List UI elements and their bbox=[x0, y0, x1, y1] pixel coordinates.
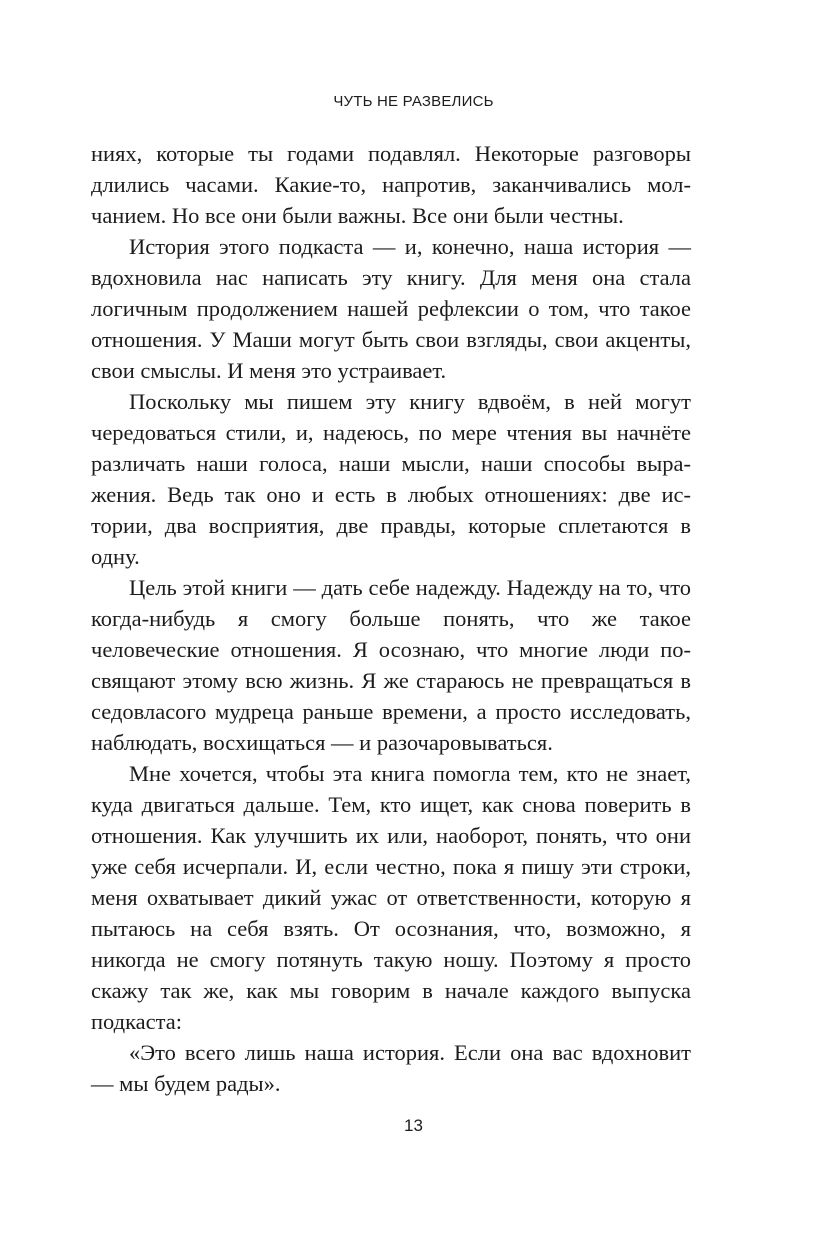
paragraph-2: История этого подкаста — и, конечно, наша история — вдохновила нас написать эту книгу. Для меня она стала логичным продолжением нашей рефлексии о том, что такое отношения. У Маши могут быть свои взгляды, свои акценты, свои смыслы. И меня это устраивает. bbox=[91, 234, 691, 383]
body-text bbox=[91, 138, 691, 1099]
paragraph-5: Мне хочется, чтобы эта книга помогла тем, кто не знает, куда двигаться дальше. Тем, кто ищет, как снова поверить в отношения. Как улучшить их или, наоборот, понять, что они уже себя исчерпали. И, если честно, пока я пишу эти строки, меня охватывает дикий ужас от ответственности, которую я пытаюсь на себя взять. От осознания, что, возможно, я никогда не смогу потянуть такую ношу. Поэтому я просто скажу так же, как мы говорим в начале каждого выпуска подкаста: bbox=[91, 761, 691, 1034]
paragraph-3: Поскольку мы пишем эту книгу вдвоём, в ней могут чередоваться стили, и, надеюсь, по мере чтения вы начнёте различать наши голоса, наши мысли, наши способы выражения. Ведь так оно и есть в любых отношениях: две истории, два восприятия, две правды, которые сплетаются в одну. bbox=[91, 389, 691, 569]
page-number: 13 bbox=[404, 1116, 423, 1135]
running-head-title: ЧУТЬ НЕ РАЗВЕЛИСЬ bbox=[333, 93, 494, 110]
paragraph-1: ниях, которые ты годами подавлял. Некоторые разговоры длились часами. Какие-то, напротив, заканчивались молчанием. Но все они были важны. Все они были честны. bbox=[91, 141, 691, 228]
paragraph-6: «Это всего лишь наша история. Если она вас вдохновит — мы будем рады». bbox=[91, 1040, 691, 1096]
paragraph-4: Цель этой книги — дать себе надежду. Надежду на то, что когда-нибудь я смогу больше понять, что же такое человеческие отношения. Я осознаю, что многие люди посвящают этому всю жизнь. Я же стараюсь не превращаться в седовласого мудреца раньше времени, а просто исследовать, наблюдать, восхищаться — и разочаровываться. bbox=[91, 575, 691, 755]
